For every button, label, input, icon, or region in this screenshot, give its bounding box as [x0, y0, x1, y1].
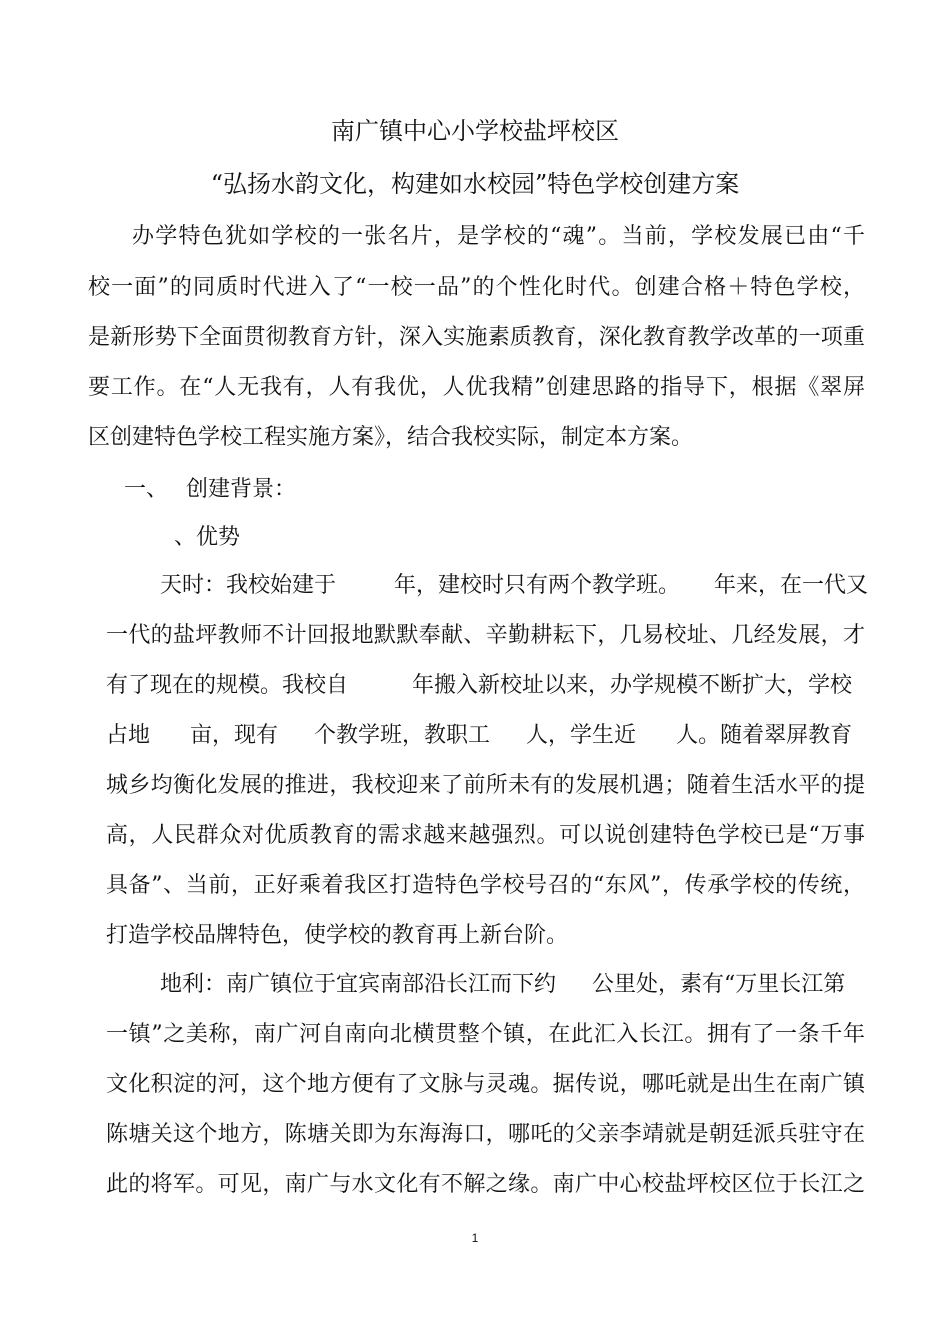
section-number: 一、: [124, 477, 169, 502]
section-heading: 创建背景：: [186, 477, 297, 502]
tianshi-line: 一代的盐坪教师不计回报地默默奉献、辛勤耕耘下，几易校址、几经发展，才: [106, 623, 865, 648]
dili-line: 陈塘关这个地方，陈塘关即为东海海口，哪吒的父亲李靖就是朝廷派兵驻守在: [106, 1122, 865, 1147]
document-title-plan: “弘扬水韵文化，构建如水校园”特色学校创建方案: [210, 170, 740, 198]
intro-paragraph-line: 区创建特色学校工程实施方案》，结合我校实际，制定本方案。: [88, 425, 694, 450]
dili-line: 文化积淀的河，这个地方便有了文脉与灵魂。据传说，哪吒就是出生在南广镇: [106, 1072, 865, 1097]
intro-paragraph-line: 要工作。在“人无我有，人有我优，人优我精”创建思路的指导下，根据《翠屏: [88, 375, 865, 400]
dili-line: 一镇”之美称，南广河自南向北横贯整个镇，在此汇入长江。拥有了一条千年: [106, 1022, 865, 1047]
subsection-heading: 、优势: [174, 525, 241, 550]
tianshi-line: 高，人民群众对优质教育的需求越来越强烈。可以说创建特色学校已是“万事: [106, 823, 865, 848]
tianshi-line: 城乡均衡化发展的推进，我校迎来了前所未有的发展机遇；随着生活水平的提: [106, 773, 865, 798]
tianshi-line: 具备”、当前，正好乘着我区打造特色学校号召的“东风”，传承学校的传统，: [106, 873, 865, 898]
intro-paragraph-line: 办学特色犹如学校的一张名片，是学校的“魂”。当前，学校发展已由“千: [132, 224, 865, 249]
tianshi-line-3: 有了现在的规模。我校自 年搬入新校址以来，办学规模不断扩大，学校: [106, 673, 853, 698]
tianshi-line-4: 占地 亩，现有 个教学班，教职工 人，学生近 人。随着翠屏教育: [106, 723, 853, 748]
tianshi-line-1: 天时：我校始建于 年，建校时只有两个教学班。 年来，在一代又: [160, 573, 869, 598]
dili-line: 此的将军。可见，南广与水文化有不解之缘。南广中心校盐坪校区位于长江之: [106, 1172, 865, 1197]
tianshi-line: 打造学校品牌特色，使学校的教育再上新台阶。: [106, 923, 569, 948]
intro-paragraph-line: 校一面”的同质时代进入了“一校一品”的个性化时代。创建合格＋特色学校，: [88, 275, 865, 300]
document-title-school: 南广镇中心小学校盐坪校区: [331, 117, 619, 145]
intro-paragraph-line: 是新形势下全面贯彻教育方针，深入实施素质教育，深化教育教学改革的一项重: [88, 325, 865, 350]
page-number: 1: [471, 1231, 479, 1245]
dili-line-1: 地利：南广镇位于宜宾南部沿长江而下约 公里处，素有“万里长江第: [160, 972, 846, 997]
